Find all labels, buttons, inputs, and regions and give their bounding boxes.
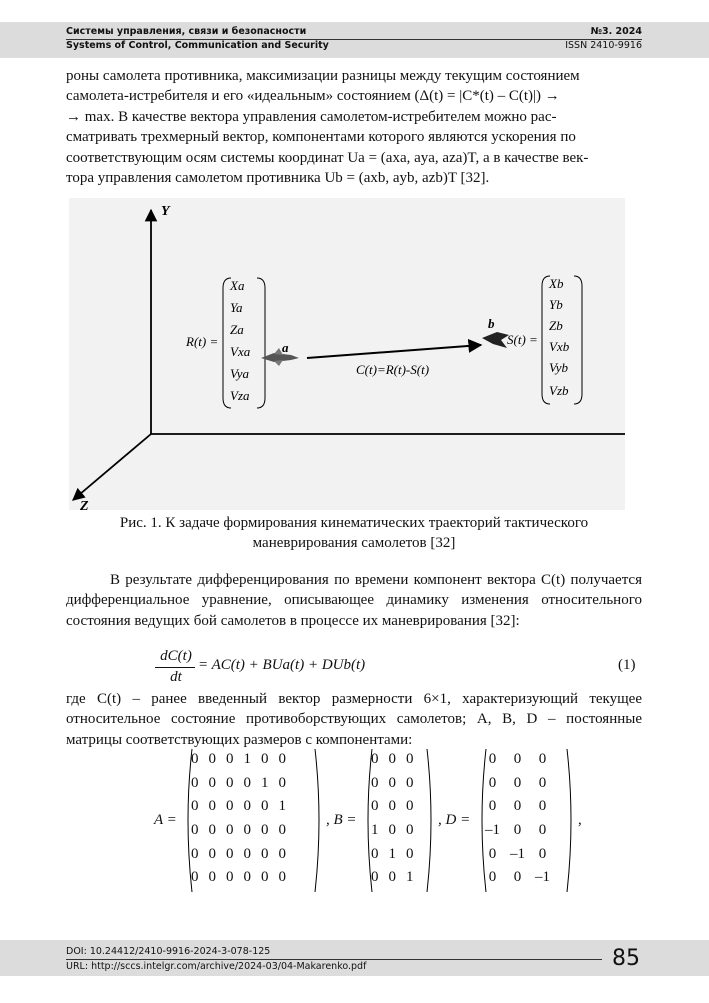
z-axis (73, 434, 151, 500)
matrix-cell: 0 (208, 798, 216, 815)
caption-line-1: Рис. 1. К задаче формирования кинематических траекторий тактического (119, 515, 589, 531)
matrix-cell: –1 (535, 869, 550, 886)
matrix-cell: 0 (513, 774, 522, 791)
eq-rhs: = AC(t) + BUa(t) + DUb(t) (198, 657, 366, 673)
aircraft-b-label: b (488, 316, 495, 331)
matrix-cell: 0 (538, 845, 547, 862)
matrix-cell: 0 (406, 798, 414, 815)
matrix-cell: 0 (513, 751, 522, 768)
matrix-cell: 0 (278, 822, 286, 839)
matrix-row (186, 748, 291, 772)
matrix-cell: 0 (406, 845, 414, 862)
matrix-cell: 0 (488, 798, 497, 815)
matrix-cell: 0 (371, 845, 379, 862)
matrix-cell: 0 (406, 774, 414, 791)
journal-title-ru: Системы управления, связи и безопасности (66, 26, 307, 37)
matrix-row (186, 842, 291, 866)
matrix-cell: 0 (278, 869, 286, 886)
matrix-row (186, 772, 291, 796)
r-component: Za (230, 322, 244, 337)
matrix-cell: 0 (388, 774, 396, 791)
matrix-a-label: A = (154, 812, 177, 828)
matrix-cell: 0 (243, 869, 251, 886)
para3-text: где C(t) – ранее введенный вектор размерности 6×1, характеризующий текущее относительное состояние противоборствующих самолетов; A, B, D – постоянные матрицы соответствующих размеров с компонентами: (66, 691, 642, 748)
matrix-row (480, 842, 555, 866)
r-component: Vxa (230, 344, 251, 359)
matrix-a (186, 748, 291, 890)
matrix-b-label: , B = (326, 812, 357, 828)
c-vector-arrow (307, 345, 481, 358)
matrix-cell: 0 (208, 774, 216, 791)
matrix-cell: 0 (191, 751, 199, 768)
matrix-d-label: , D = (438, 812, 471, 828)
r-label: R(t) = (186, 334, 219, 349)
matrix-row (186, 795, 291, 819)
page-number: 85 (612, 946, 640, 971)
matrix-cell: 0 (488, 869, 497, 886)
matrix-cell: 0 (278, 774, 286, 791)
matrix-row (480, 772, 555, 796)
r-component: Vya (230, 366, 250, 381)
matrix-cell: 0 (208, 751, 216, 768)
issn: ISSN 2410-9916 (565, 40, 642, 51)
matrix-cell: –1 (485, 822, 500, 839)
matrix-cell: 1 (278, 798, 286, 815)
eq-number: (1) (618, 657, 636, 673)
para1-line: тора управления самолетом противника Ub = (axb, ayb, azb)T [32]. (66, 170, 490, 187)
matrix-cell: 0 (243, 822, 251, 839)
matrix-cell: 0 (243, 798, 251, 815)
aircraft-a-label: a (282, 340, 289, 355)
para1-line: роны самолета противника, максимизации разницы между текущим состоянием (66, 68, 580, 84)
s-right-bracket (574, 276, 582, 404)
matrix-cell: 1 (388, 845, 396, 862)
s-components (548, 276, 570, 398)
matrix-cell: 0 (371, 798, 379, 815)
matrix-cell: 0 (538, 798, 547, 815)
enemy-aircraft-icon (482, 332, 509, 348)
matrix-row (480, 866, 555, 890)
matrix-cell: 0 (388, 798, 396, 815)
footer-url: URL: http://sccs.intelgr.com/archive/2024-03/04-Makarenko.pdf (66, 961, 367, 972)
matrix-cell: 0 (488, 845, 497, 862)
matrix-row (366, 842, 419, 866)
r-component: Vza (230, 388, 250, 403)
matrix-cell: 0 (191, 798, 199, 815)
eq-denominator: dt (170, 669, 182, 685)
matrix-cell: 0 (191, 774, 199, 791)
matrix-row (366, 772, 419, 796)
s-component: Vyb (549, 360, 569, 375)
paragraph-1 (66, 66, 642, 188)
para1-line: сматривать трехмерный вектор, компонентами которого являются ускорения по (66, 129, 576, 146)
paragraph-3 (66, 689, 642, 750)
matrix-cell: 0 (261, 798, 269, 815)
matrix-d (480, 748, 555, 890)
matrix-cell: 0 (226, 822, 234, 839)
matrix-cell: 0 (513, 822, 522, 839)
matrix-row (480, 819, 555, 843)
matrix-cell: 0 (226, 869, 234, 886)
s-component: Vzb (549, 383, 569, 398)
matrix-cell: 0 (538, 751, 547, 768)
matrix-row (480, 795, 555, 819)
matrix-cell: 0 (538, 774, 547, 791)
matrix-cell: 0 (371, 774, 379, 791)
matrix-row (366, 748, 419, 772)
para1-line: → max. В качестве вектора управления самолетом-истребителем можно рас- (66, 108, 557, 125)
s-component: Xb (549, 276, 564, 291)
matrix-cell: 0 (488, 774, 497, 791)
matrix-cell: 0 (406, 822, 414, 839)
figure-caption (66, 513, 642, 553)
r-component: Ya (230, 300, 243, 315)
matrix-cell: 0 (208, 845, 216, 862)
matrix-cell: 0 (278, 751, 286, 768)
matrix-cell: 0 (208, 822, 216, 839)
r-right-bracket (257, 278, 265, 408)
matrix-cell: 0 (513, 798, 522, 815)
matrix-cell: 0 (191, 822, 199, 839)
matrix-cell: 0 (261, 869, 269, 886)
matrix-cell: 0 (513, 869, 522, 886)
matrix-cell: 0 (278, 845, 286, 862)
matrix-cell: 1 (371, 822, 379, 839)
matrix-cell: 0 (371, 869, 379, 886)
matrix-cell: 0 (538, 822, 547, 839)
matrix-cell: 0 (226, 774, 234, 791)
matrix-cell: 0 (191, 869, 199, 886)
matrix-cell: 0 (261, 845, 269, 862)
matrix-cell: 0 (388, 822, 396, 839)
matrix-cell: 0 (261, 751, 269, 768)
matrix-cell: 0 (371, 751, 379, 768)
journal-title-en: Systems of Control, Communication and Security (66, 40, 329, 51)
matrix-cell: –1 (510, 845, 525, 862)
matrix-a-right-paren (314, 748, 324, 893)
footer-doi: DOI: 10.24412/2410-9916-2024-3-078-125 (66, 946, 271, 957)
matrix-cell: 0 (191, 845, 199, 862)
matrix-cell: 0 (261, 822, 269, 839)
matrix-row (366, 795, 419, 819)
matrix-cell: 0 (488, 751, 497, 768)
para1-line: самолета-истребителя и его «идеальным» состоянием (Δ(t) = |C*(t) – C(t)|) → (66, 88, 560, 105)
z-axis-label: Z (80, 499, 89, 510)
matrix-cell: 0 (388, 869, 396, 886)
issue-number: №3. 2024 (590, 26, 642, 37)
matrix-cell: 0 (243, 774, 251, 791)
matrix-cell: 0 (388, 751, 396, 768)
caption-line-2: маневрирования самолетов [32] (252, 535, 456, 551)
matrix-cell: 1 (406, 869, 414, 886)
eq-numerator: dC(t) (160, 648, 192, 664)
matrix-b (366, 748, 419, 890)
paragraph-2 (66, 570, 642, 631)
matrices-trailing-comma: , (578, 812, 582, 828)
matrix-cell: 0 (406, 751, 414, 768)
s-component: Vxb (549, 339, 570, 354)
eq-fraction-bar (155, 667, 195, 668)
figure-diagram (69, 198, 625, 510)
matrix-row (480, 748, 555, 772)
matrix-d-right-paren (566, 748, 576, 893)
matrix-cell: 1 (243, 751, 251, 768)
r-components (229, 278, 251, 403)
fighter-aircraft-icon (261, 348, 299, 366)
matrix-cell: 0 (226, 845, 234, 862)
matrix-row (186, 866, 291, 890)
c-vector-label: C(t)=R(t)-S(t) (356, 362, 430, 377)
s-label: S(t) = (507, 332, 538, 347)
matrix-row (366, 819, 419, 843)
matrix-cell: 0 (208, 869, 216, 886)
s-component: Zb (549, 318, 563, 333)
matrix-cell: 1 (261, 774, 269, 791)
matrix-cell: 0 (226, 751, 234, 768)
matrix-row (366, 866, 419, 890)
matrix-row (186, 819, 291, 843)
matrix-cell: 0 (243, 845, 251, 862)
para1-line: соответствующим осям системы координат Ua = (axa, aya, aza)T, а в качестве век- (66, 149, 589, 166)
footer-divider (66, 959, 602, 960)
matrix-cell: 0 (226, 798, 234, 815)
matrix-b-right-paren (426, 748, 436, 893)
figure-1 (69, 198, 625, 510)
s-component: Yb (549, 297, 563, 312)
r-component: Xa (230, 278, 245, 293)
y-axis-label: Y (161, 204, 170, 219)
para2-text: В результате дифференцирования по времени компонент вектора C(t) получается дифференциальное уравнение, описывающее динамику изменения относительного состояния ведущих бой самолетов в процессе их маневрирования [32]: (66, 572, 642, 629)
